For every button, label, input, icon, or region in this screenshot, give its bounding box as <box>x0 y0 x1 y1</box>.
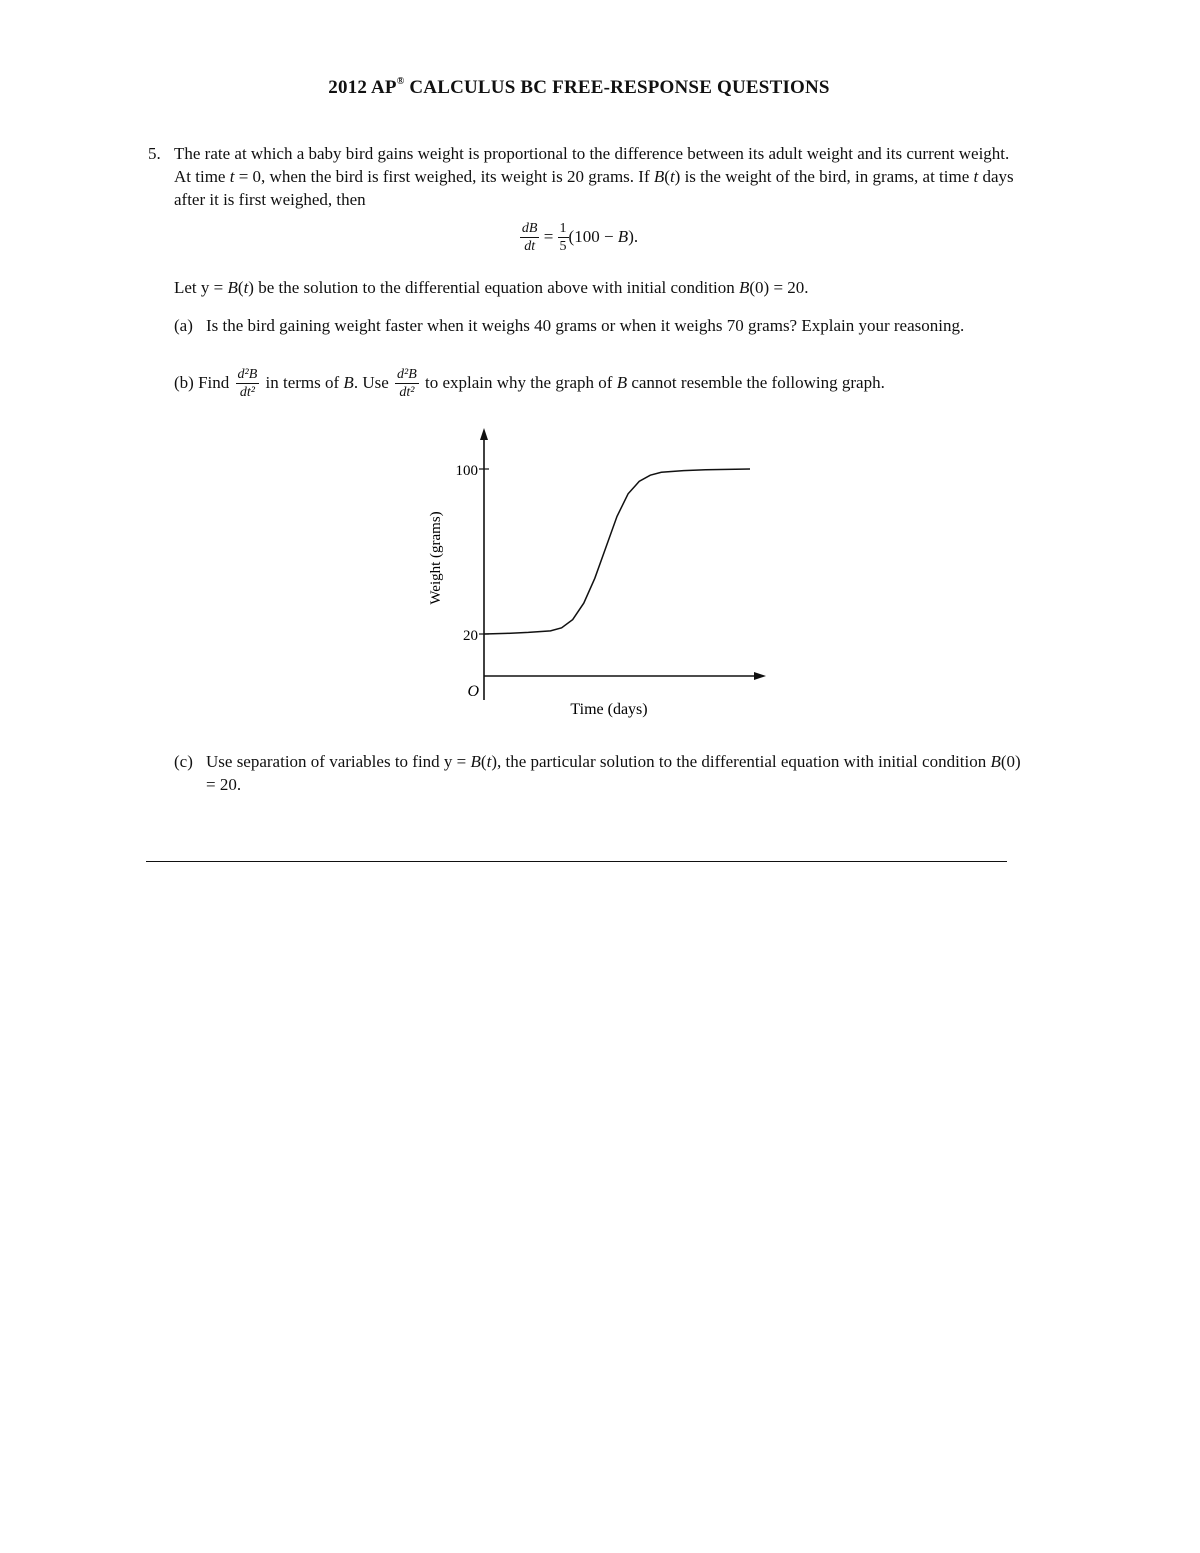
second-derivative-fraction: $\frac{\text{d²B}}{\text{dt²}}$ <box>237 367 258 400</box>
question-number: 5. <box>148 144 161 163</box>
weight-graph <box>0 0 1200 740</box>
question-intro: The rate at which a baby bird gains weight is proportional to the difference between its adult weight and its current weight. At time t = 0, when the bird is first weighed, its weight is 20 grams. If B(t) is the weight of the bird, in grams, at time t days after it is first weighed, then <box>174 144 1014 209</box>
part-b-text: (b) Find $\frac{\text{d²B}}{\text{dt²}}$ in terms of B. Use $\frac{\text{d²B}}{\text{dt²}}$ to explain why the graph of B cannot resemble the following graph. <box>174 367 885 400</box>
part-a-label: (a) <box>174 316 193 335</box>
one-fifth-fraction: $\frac{1}{5}$ <box>559 221 567 254</box>
y-axis-label: Weight (grams) <box>428 511 444 605</box>
part-a-text: Is the bird gaining weight faster when it weighs 40 grams or when it weighs 70 grams? Explain your reasoning. <box>206 316 965 335</box>
page-title: 2012 AP® CALCULUS BC FREE-RESPONSE QUESTIONS <box>328 76 830 98</box>
dbdt-fraction: $\frac{dB}{dt}$ <box>521 221 538 254</box>
initial-condition-line: Let y = B(t) be the solution to the differential equation above with initial condition B(0) = 20. <box>174 278 809 297</box>
y-tick-100-label: 100 <box>455 463 478 479</box>
page-divider <box>146 861 1007 862</box>
x-axis-label: Time (days) <box>570 701 648 718</box>
differential-equation: $\frac{dB}{dt}$ = $\frac{1}{5}$ (100 − B). <box>521 221 639 254</box>
part-c-label: (c) <box>174 752 193 771</box>
x-axis-arrowhead <box>754 672 766 680</box>
part-c-text: Use separation of variables to find y = B(t), the particular solution to the differential equation with initial condition B(0) = 20. <box>206 752 1021 794</box>
y-axis-arrowhead <box>480 428 488 440</box>
y-tick-20-label: 20 <box>463 628 478 644</box>
second-derivative-fraction: $\frac{\text{d²B}}{\text{dt²}}$ <box>397 367 417 400</box>
weight-curve <box>484 469 750 634</box>
origin-label: O <box>467 683 479 700</box>
